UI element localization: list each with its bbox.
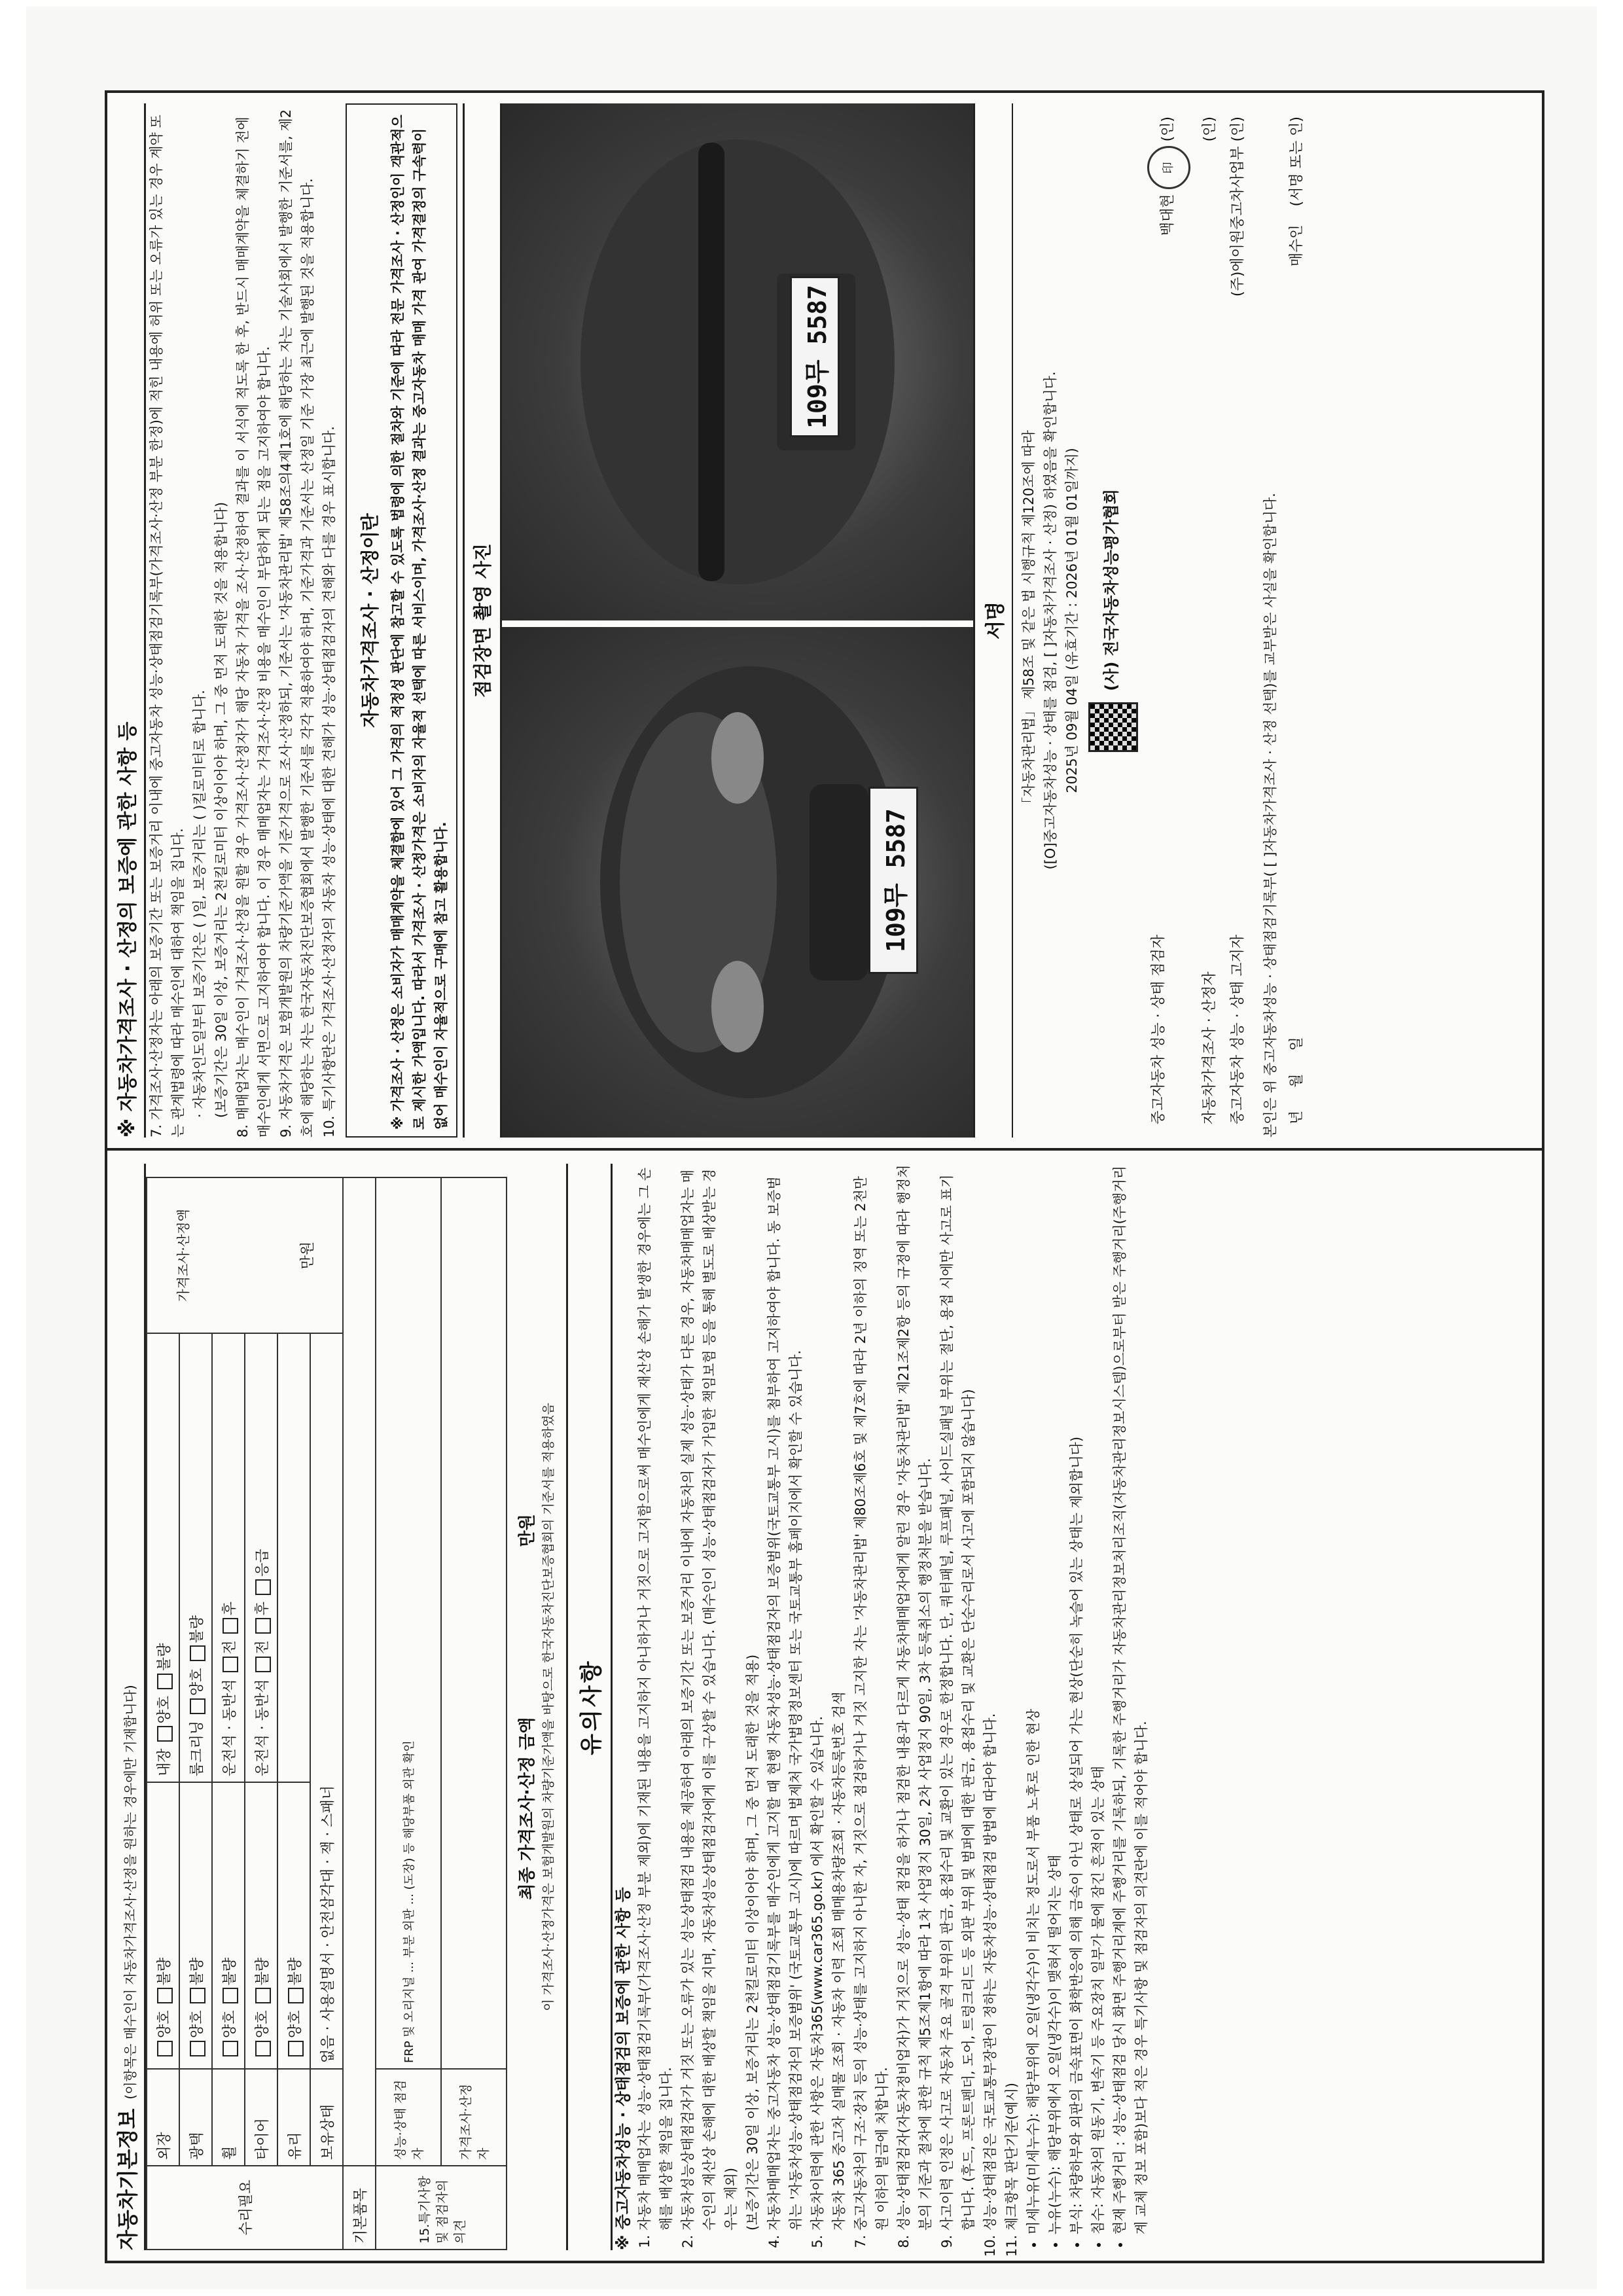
list-item: 1. 자동차 매매업자는 성능·상태점검기록부(가격조사·산정 부분 제외)에 기재된 내용을 고지하지 아니하거나 거짓으로 고지함으로써 매수인에게 재산상 손해가 발생한 경우에는 그 손해를 배상할 책임을 집니다. xyxy=(634,1164,677,2231)
final-price-label: 최종 가격조사·산정 금액 xyxy=(518,1717,537,1900)
row-options: 양호불량 xyxy=(212,1782,245,2069)
row-item2: 운전석 · 동반석전후응급 xyxy=(245,1333,277,1782)
row-item2 xyxy=(277,1333,310,1782)
price-check-label: 가격조사·산정자 xyxy=(441,2069,507,2166)
notifier-name: (주)에이원중고차사업부 xyxy=(1230,146,1246,297)
checkbox[interactable] xyxy=(255,1579,271,1595)
list-item: 2. 자동차성능상태점검자가 거짓 또는 오류가 있는 성능상태점검 내용을 제공하여 아래의 보증기간 또는 보증거리 이내에 자동차의 실제 성능·상태가 다른 경우, 자동차매매업자는 매수인의 재산상 손해에 대한 배상할 책임을 지며, 자동차성능상태점검자에게 이를 구상할 수 있습니다. (매수인이 성능·상태점검자가 가입한 책임보험 등을 통해 별도로 배상받는 경우는 제외) xyxy=(677,1164,742,2231)
checkbox[interactable] xyxy=(157,1988,173,2003)
special-note-label: 15.특기사항 및 점검자의 의견 xyxy=(376,2166,507,2250)
final-price-unit: 만원 xyxy=(518,1514,537,1547)
final-price-blank xyxy=(514,1567,538,1698)
warranty-item: (보증기간은 30일 이상, 보증거리는 2천킬로미터 이상이어야 하며, 그 중 먼저 도래한 것을 적용합니다) xyxy=(213,501,229,1118)
warranty-item: 10. 특기사항란은 가격조사·산정자의 자동차 성능·상태에 대한 견해가 성능·상태점검자의 견해와 다를 경우 표시합니다. xyxy=(321,426,337,1138)
basic-row-spacer xyxy=(343,1177,376,2166)
right-column xyxy=(111,103,1538,1138)
organization-name: (사) 전국자동차성능평가협회 xyxy=(1101,489,1120,691)
license-plate: 109무 5587 xyxy=(790,276,840,437)
list-item: • 침수: 자동차의 원동기, 변속기 등 주요장치 일부가 물에 잠긴 흔적이 있는 상태 xyxy=(1088,1164,1109,2234)
row-item2: 내장양호불량 xyxy=(147,1333,179,1782)
row-item2: 룸크리닝양호불량 xyxy=(179,1333,212,1782)
checkbox[interactable] xyxy=(288,1988,304,2003)
perf-checker-row xyxy=(1143,103,1194,1138)
list-item: • 미세누유(미세누수): 해당부위에 오일(냉각수)이 비치는 정도로서 부품 노후로 인한 현상 xyxy=(1023,1164,1044,2234)
price-column: 가격조사·산정액 만원 xyxy=(147,1177,343,1333)
left-column xyxy=(111,1164,1538,2250)
perf-note: FRP 및 오리지널 ... 부분 외판 ... (도장) 등 해당부품 외관 확인 xyxy=(376,1177,441,2069)
row-options: 양호불량 xyxy=(147,1782,179,2069)
signature-date: 2025년 09월 04일 (유효기간 : 2026년 01월 01일까지) xyxy=(1064,448,1080,793)
list-item: 4. 자동차매매업자는 중고자동차 성능·상태점검기록부를 매수인에게 고지할 때 현행 자동차성능·상태점검자의 보증범위(국토교통부 고시)를 첨부하여 고지하여야 합니다. 동 보증범위는 '자동차성능·상태점검자의 보증범위' (국토교통부 고시)에 따르며 법제처 국가법령정보센터 또는 국토교통부 홈페이지에서 확인할 수 있습니다. xyxy=(764,1164,807,2231)
checkbox[interactable] xyxy=(190,2041,205,2056)
warranty-item: 8. 매매업자는 매수인이 가격조사·산정을 원할 경우 가격조사·산정자가 해당 자동차 가격을 조사·산정하여 결과를 이 서식에 적도록 한 후, 반드시 매매계약을 체결하기 전에 매수인에게 서면으로 고지하여야 합니다. 이 경우 매매업자는 가격조사·산정 비용을 매수인이 부담하게 되는 점을 고지하여야 합니다. xyxy=(235,117,272,1138)
row-item2: 운전석 · 동반석전후 xyxy=(212,1333,245,1782)
checker-name: 백대현 xyxy=(1160,194,1176,236)
list-item: 10. 성능·상태점검은 국토교통부장관이 정하는 자동차성능·상태점검 방법에 따라야 합니다. xyxy=(980,1164,1001,2231)
definition-box xyxy=(346,103,457,1138)
rotated-sheet xyxy=(26,7,1597,2289)
month-label: 월 xyxy=(1289,1073,1305,1088)
basic-info-title: 자동차기본정보 xyxy=(115,2108,140,2250)
notice-subheading: ※ 중고자동차성능 · 상태점검의 보증에 관한 사항 등 xyxy=(614,1887,632,2250)
buyer-label: 매수인 xyxy=(1289,224,1305,267)
row-label: 휠 xyxy=(212,2069,245,2166)
list-item: 9. 사고이력 인정은 사고로 자동차 주요 골격 부위의 판금, 용접수리 및 교환이 있는 경우로 한정합니다. 단, 쿼터패널, 루프패널, 사이드실패널 부위는 절단, 용접 시에만 사고로 표기합니다. (후드, 프론트펜더, 도어, 트렁크리드 등 외판 부위 및 범퍼에 대한 판금, 용접수리 및 교환은 단순수리로서 사고에 포함되지 않습니다) xyxy=(936,1164,980,2231)
notifier-label: 중고자동차 성능 · 상태 고지자 xyxy=(1230,935,1246,1124)
seal-stamp-icon: 印 xyxy=(1147,146,1190,189)
buyer-sign: (서명 또는 인) xyxy=(1289,117,1305,207)
day-label: 일 xyxy=(1289,1037,1305,1051)
row-label: 유리 xyxy=(277,2069,310,2166)
car-rear-illustration xyxy=(502,103,973,620)
stamp-mark: (인) xyxy=(1230,117,1246,142)
checkbox[interactable] xyxy=(190,1645,205,1661)
signature-confirm: ([O]중고자동차성능 · 상태를 점검, [ ]자동차가격조사 · 산정) 하였음을 확인합니다. xyxy=(1043,371,1058,870)
checkbox[interactable] xyxy=(255,1988,271,2003)
inspection-photos xyxy=(500,103,975,1138)
row-options: 양호불량 xyxy=(179,1782,212,2069)
notifier-row xyxy=(1222,103,1251,1138)
checkbox[interactable] xyxy=(190,1988,205,2003)
checkbox[interactable] xyxy=(255,1618,271,1634)
stamp-mark: (인) xyxy=(1202,117,1218,142)
price-checker-label: 자동차가격조사 · 산정자 xyxy=(1202,971,1218,1124)
checkbox[interactable] xyxy=(157,1726,173,1742)
accessory-options: 없음 · 사용설명서 · 안전삼각대 · 잭 · 스패너 xyxy=(310,1333,343,2069)
list-item: • 누유(누수): 해당부위에서 오일(냉각수)이 맺혀서 떨어지는 상태 xyxy=(1044,1164,1066,2234)
row-label: 타이어 xyxy=(245,2069,277,2166)
checkbox[interactable] xyxy=(255,2041,271,2056)
photo-title: 점검장면 촬영 사진 xyxy=(463,103,495,1138)
definition-title: 자동차가격조사 · 산정이란 xyxy=(359,513,381,728)
row-label: 외장 xyxy=(147,2069,179,2166)
basic-info-note: (이항목은 매수인이 자동차가격조사·산정을 원하는 경우에만 기재합니다) xyxy=(122,1685,138,2100)
buyer-row xyxy=(1281,103,1310,1138)
checkbox[interactable] xyxy=(157,1674,173,1689)
receipt-confirm: 본인은 위 중고자동차성능 · 상태점검기록부( [ ]자동차가격조사 · 산정 선택)를 교부받은 사실을 확인합니다. xyxy=(1262,493,1278,1138)
final-price-note: 이 가격조사·산정가격은 보험개발원의 차량기준가액을 바탕으로 한국자동차진단보증협회의 기준서를 적용하였음 xyxy=(541,1403,556,2011)
warranty-item: 7. 가격조사·산정자는 아래의 보증기간 또는 보증거리 이내에 중고자동차 성능·상태점검기록부(가격조사·산정 부분 한정)에 적힌 내용에 허위 또는 오류가 있는 경우 계약 또는 관계법령에 따라 매수인에 대하여 책임을 집니다. xyxy=(149,115,186,1138)
list-item: 7. 중고자동차의 구조·장치 등의 성능·상태를 고지하지 아니한 자, 거짓으로 점검하거나 거짓 고지한 자는 '자동차관리법' 제80조제6호 및 제7호에 따라 2년 이하의 징역 또는 2천만원 이하의 벌금에 처합니다. xyxy=(850,1164,893,2231)
checkbox[interactable] xyxy=(190,1698,205,1714)
year-label: 년 xyxy=(1289,1110,1305,1124)
checkbox[interactable] xyxy=(223,2041,238,2056)
warranty-item: · 자동차인도일부터 보증기간은 ( )일, 보증거리는 ( )킬로미터로 합니다. xyxy=(192,690,207,1118)
license-plate: 109무 5587 xyxy=(868,787,918,974)
row-label: 보유상태 xyxy=(310,2069,343,2166)
list-item: (보증기간은 30일 이상, 보증거리는 2천킬로미터 이상이어야 하며, 그 중 먼저 도래한 것을 적용) xyxy=(745,1654,760,2231)
perf-check-label: 성능·상태 점검자 xyxy=(376,2069,441,2166)
list-item: 자동차 365 중고차 실매물 조회 · 자동차 이력 조회 매매용차량조회 · 자동차등록번호 검색 xyxy=(831,1691,847,2231)
checkbox[interactable] xyxy=(223,1657,238,1673)
basic-row-label: 기본품목 xyxy=(343,2166,376,2250)
checkbox[interactable] xyxy=(157,2041,173,2056)
definition-text: ※ 가격조사 · 산정은 소비자가 매매계약을 체결함에 있어 그 가격의 적정성 판단에 참고할 수 있도록 법령에 의한 절차와 기준에 따라 전문 가격조사 · 산정인이 객관적으로 제시한 가액입니다. 따라서 가격조사 · 산정가격은 소비자의 자율적 선택에 따른 서비스이며, 가격조사·산정 결과는 중고자동차 매매 가격 관여 가격결정의 구속력이 없어 매수인이 자율적으로 구매에 참고 활용합니다. xyxy=(390,115,449,1130)
checkbox[interactable] xyxy=(223,1618,238,1634)
signature-law: 「자동차관리법」 제58조 및 같은 법 시행규칙 제120조에 따라 xyxy=(1021,430,1037,811)
price-note-empty xyxy=(441,1177,507,2069)
list-item: • 부식: 차량하부와 외판의 금속표면이 화학반응에 의해 금속이 아닌 상태로 상실되어 가는 현상(단순히 녹슬어 있는 상태는 제외합니다) xyxy=(1066,1164,1088,2234)
front-car-photo xyxy=(502,627,973,1138)
perf-checker-label: 중고자동차 성능 · 상태 점검자 xyxy=(1150,935,1167,1124)
list-item: 5. 자동차이력에 관한 사항은 자동차365(www.car365.go.kr) 에서 확인할 수 있습니다. xyxy=(807,1164,829,2231)
repair-needed-header: 수리필요 xyxy=(147,2166,343,2250)
checkbox[interactable] xyxy=(255,1657,271,1673)
signature-heading: 서명 xyxy=(975,103,1013,1138)
warranty-item: 9. 자동차가격은 보험개발원의 차량기준가액을 기준가격으로 조사·산정하되, 기준서는 '자동차관리법' 제58조의4제1호에 해당하는 자는 기술사회에서 발행한 기준서를, 제2호에 해당하는 자는 한국자동차진단보증협회에서 발행한 기준서를 각각 적용하여야 하며, 기준가격과 기준서는 산정일 기준 가장 최근에 발행된 것을 적용합니다. xyxy=(278,109,315,1138)
checkbox[interactable] xyxy=(223,1988,238,2003)
basic-info-table xyxy=(146,1177,507,2250)
criteria-list xyxy=(1023,1164,1152,2250)
row-options: 양호불량 xyxy=(277,1782,310,2069)
list-item: 11. 체크항목 판단기준(예시) xyxy=(1001,1164,1023,2231)
row-options: 양호불량 xyxy=(245,1782,277,2069)
row-label: 광택 xyxy=(179,2069,212,2166)
list-item: • 현재 주행거리 : 성능·상태점검 당시 화면 주행거리계에 주행거리를 기록하되, 기록한 주행거리가 자동차관리정보처리조직(자동차관리정보시스템)으로부터 받은 주행거리(주행거리계 교체 정보 포함)보다 적은 경우 특기사항 및 점검자의 의견란에 이를 적어야 합니다. xyxy=(1109,1164,1152,2234)
warranty-heading: ※ 자동차가격조사 · 산정의 보증에 관한 사항 등 xyxy=(111,103,146,1138)
qr-code xyxy=(1088,702,1138,752)
column-divider xyxy=(105,1148,1544,1151)
notice-heading: 유의사항 xyxy=(566,1164,613,2250)
notice-list xyxy=(634,1164,1023,2250)
checkbox[interactable] xyxy=(288,2041,304,2056)
price-checker-row xyxy=(1194,103,1222,1138)
list-item: 8. 성능·상태점검자(자동차정비업자)가 거짓으로 성능·상태 점검을 하거나 점검한 내용과 다르게 자동차매매업자에게 알린 경우 '자동차관리법' 제21조제2항 등의 규정에 따라 행정처분의 기준과 절차에 관한 규칙 제5조제1항에 따라 1차 사업정지 30일, 2차 사업정지 90일, 3차 등록취소의 행정처분을 받습니다. xyxy=(893,1164,936,2231)
page xyxy=(26,7,1597,2289)
rear-car-photo xyxy=(502,103,973,620)
stamp-mark: (인) xyxy=(1160,117,1176,142)
